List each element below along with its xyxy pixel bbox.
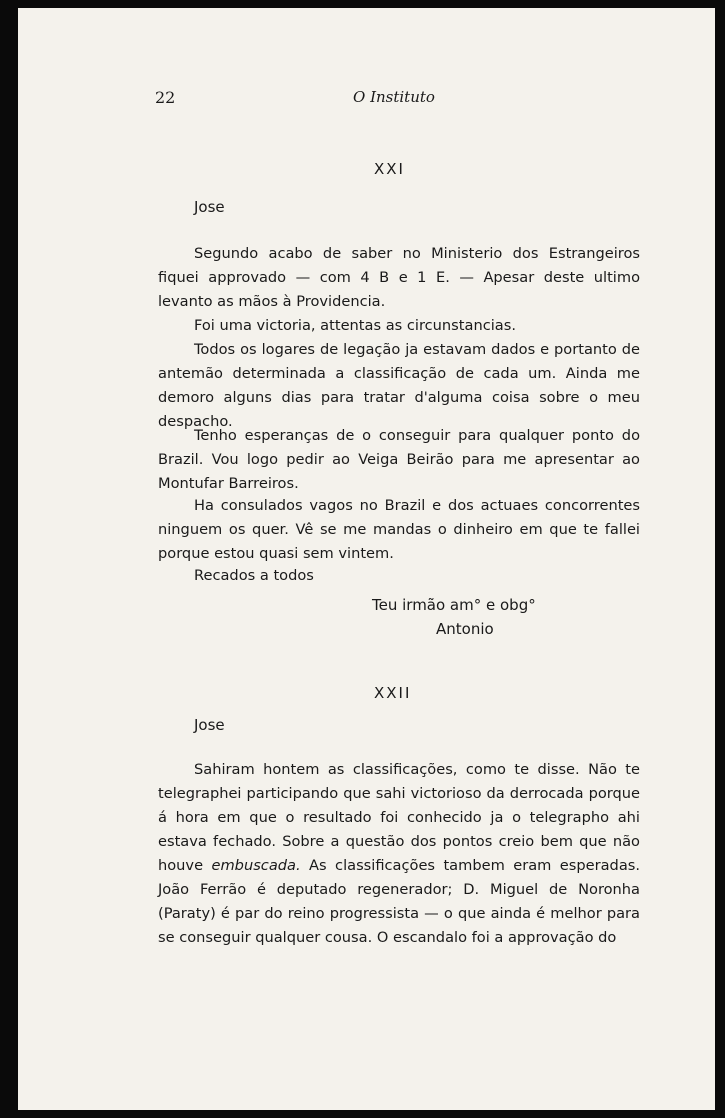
- section-title-xxii: XXII: [374, 684, 412, 702]
- emphasis-text: embuscada.: [211, 857, 301, 874]
- paragraph: Todos os logares de legação ja estavam dados e portanto de antemão determinada a classificação de cada um. Ainda me demoro alguns dias para tratar d'alguma coisa sobre o meu despacho.: [158, 341, 640, 430]
- section-title-xxi: XXI: [374, 160, 405, 178]
- signature: Antonio: [436, 620, 494, 638]
- closing: Teu irmão am° e obg°: [372, 596, 536, 614]
- paragraph: Tenho esperanças de o conseguir para qualquer ponto do Brazil. Vou logo pedir ao Veiga Beirão para me apresentar ao Montufar Barreiros.: [158, 427, 640, 492]
- paragraph: [158, 758, 640, 950]
- salutation-xxi: Jose: [194, 198, 225, 216]
- paragraph: Foi uma victoria, attentas as circunstancias.: [194, 317, 516, 334]
- paragraph: Segundo acabo de saber no Ministerio dos Estrangeiros fiquei approvado — com 4 B e 1 E. — Apesar deste ultimo levanto as mãos à Providencia.: [158, 245, 640, 310]
- paragraph: Recados a todos: [194, 567, 314, 584]
- page-number: 22: [155, 88, 176, 107]
- paragraph-text: Sahiram hontem as classificações, como te disse. Não te telegraphei participando que sahi victorioso da derrocada porque á hora em que o resultado foi conhecido ja o telegrapho ahi estava fechado. Sobre a questão dos pontos creio bem que não houve: [158, 761, 640, 874]
- salutation-xxii: Jose: [194, 716, 225, 734]
- paragraph-text: As classificações tambem eram esperadas. João Ferrão é deputado regenerador; D. Miguel de Noronha (Paraty) é par do reino progressista — o que ainda é melhor para se conseguir qualquer cousa. O escandalo foi a approvação do: [158, 857, 641, 946]
- page-header: [18, 88, 715, 112]
- book-page: [18, 8, 715, 1110]
- paragraph: Ha consulados vagos no Brazil e dos actuaes concorrentes ninguem os quer. Vê se me mandas o dinheiro em que te fallei porque estou quasi sem vintem.: [158, 497, 640, 562]
- running-title: O Instituto: [353, 88, 435, 106]
